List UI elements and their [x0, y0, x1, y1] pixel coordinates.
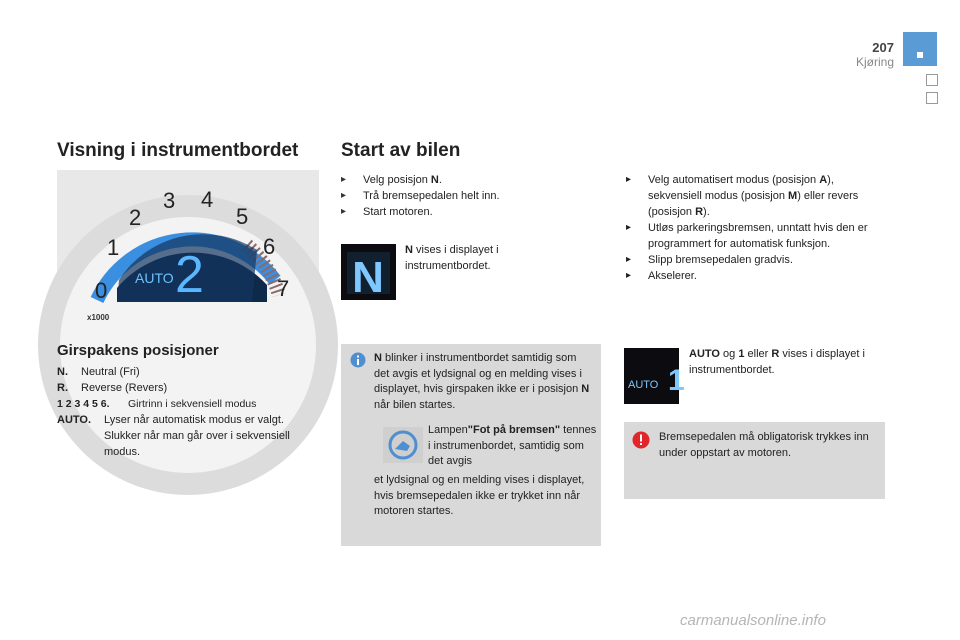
drive-steps-list	[626, 172, 871, 284]
position-row	[57, 412, 319, 460]
auto-display-digit: 1	[668, 364, 685, 397]
auto-indicator: AUTO	[135, 270, 174, 286]
position-text: Neutral (Fri)	[81, 366, 140, 378]
gear-positions-title: Girspakens posisjoner	[57, 342, 219, 359]
scale-label: 7	[277, 276, 290, 301]
info-text: N blinker i instrumentbordet samtidig som det avgis et lydsignal og en melding vises i displayet, hvis girspaken ikke er i posisjon N når bilen startes.	[374, 352, 590, 411]
foot-on-brake-icon	[383, 427, 423, 463]
n-display-caption: N vises i displayet i instrumentbordet.	[405, 244, 499, 272]
tab-dot	[917, 52, 923, 58]
bullet-marker-icon: ▸	[626, 270, 632, 281]
position-text: Girtrinn i sekvensiell modus	[128, 398, 257, 410]
page-number: 207	[872, 40, 894, 55]
position-row	[57, 380, 319, 396]
lamp-text-continued: et lydsignal og en melding vises i displayet, hvis bremsepedalen ikke er trykket inn når motoren startes.	[374, 474, 585, 517]
auto-display-caption: AUTO og 1 eller R vises i displayet i instrumentbordet.	[689, 348, 865, 376]
chapter-tab[interactable]	[926, 92, 938, 104]
rpm-unit: x1000	[87, 313, 110, 322]
position-key: R.	[57, 382, 68, 394]
list-item: ▸ Start motoren.	[341, 206, 433, 218]
info-icon	[350, 352, 366, 368]
start-steps-list	[341, 172, 591, 220]
n-display-glyph: N	[352, 253, 384, 302]
scale-label: 5	[236, 204, 249, 229]
bullet-marker-icon: ▸	[341, 190, 347, 201]
bullet-marker-icon: ▸	[341, 206, 347, 217]
scale-label: 6	[263, 234, 276, 259]
warning-icon	[632, 431, 650, 449]
list-item: ▸ Velg automatisert modus (posisjon A), sekvensiell modus (posisjon M) eller revers (posisjon R).	[626, 174, 859, 218]
position-key: AUTO.	[57, 414, 92, 426]
position-row	[57, 364, 319, 380]
section-title-start: Start av bilen	[341, 140, 461, 161]
chapter-tab-active[interactable]	[903, 32, 937, 66]
auto-display-image	[624, 348, 685, 404]
auto-display-label: AUTO	[628, 379, 659, 391]
bullet-marker-icon: ▸	[341, 174, 347, 185]
list-item: ▸ Slipp bremsepedalen gradvis.	[626, 254, 793, 266]
info-box	[341, 344, 601, 546]
chapter-tab[interactable]	[926, 74, 938, 86]
list-item: ▸ Akselerer.	[626, 270, 697, 282]
scale-label: 4	[201, 187, 214, 212]
section-title-display: Visning i instrumentbordet	[57, 140, 299, 161]
list-item: ▸ Velg posisjon N.	[341, 174, 442, 186]
scale-label: 0	[95, 278, 108, 303]
bullet-marker-icon: ▸	[626, 222, 632, 233]
instrument-cluster-image	[57, 170, 319, 332]
watermark: carmanualsonline.info	[680, 612, 826, 629]
scale-label: 1	[107, 235, 120, 260]
n-display-image	[341, 244, 396, 300]
position-row	[57, 396, 319, 412]
position-text: Lyser når automatisk modus er valgt. Slukker når man går over i sekvensiell modus.	[104, 414, 290, 458]
gear-positions-list	[57, 364, 319, 460]
position-key: N.	[57, 366, 68, 378]
position-key: 1 2 3 4 5 6.	[57, 398, 110, 410]
tachometer-illustration	[57, 170, 319, 332]
scale-label: 3	[163, 188, 176, 213]
scale-label: 2	[129, 205, 142, 230]
bullet-marker-icon: ▸	[626, 254, 632, 265]
gear-indicator: 2	[175, 246, 204, 304]
warning-box	[624, 422, 885, 499]
lamp-text: Lampen"Fot på bremsen" tennes i instrumenbordet, samtidig som det avgis	[428, 424, 597, 467]
position-text: Reverse (Revers)	[81, 382, 168, 394]
section-name: Kjøring	[855, 55, 894, 69]
bullet-marker-icon: ▸	[626, 174, 632, 185]
warning-text: Bremsepedalen må obligatorisk trykkes inn under oppstart av motoren.	[659, 431, 869, 459]
list-item: ▸ Trå bremsepedalen helt inn.	[341, 190, 500, 202]
list-item: ▸ Utløs parkeringsbremsen, unntatt hvis den er programmert for automatisk funksjon.	[626, 222, 868, 250]
